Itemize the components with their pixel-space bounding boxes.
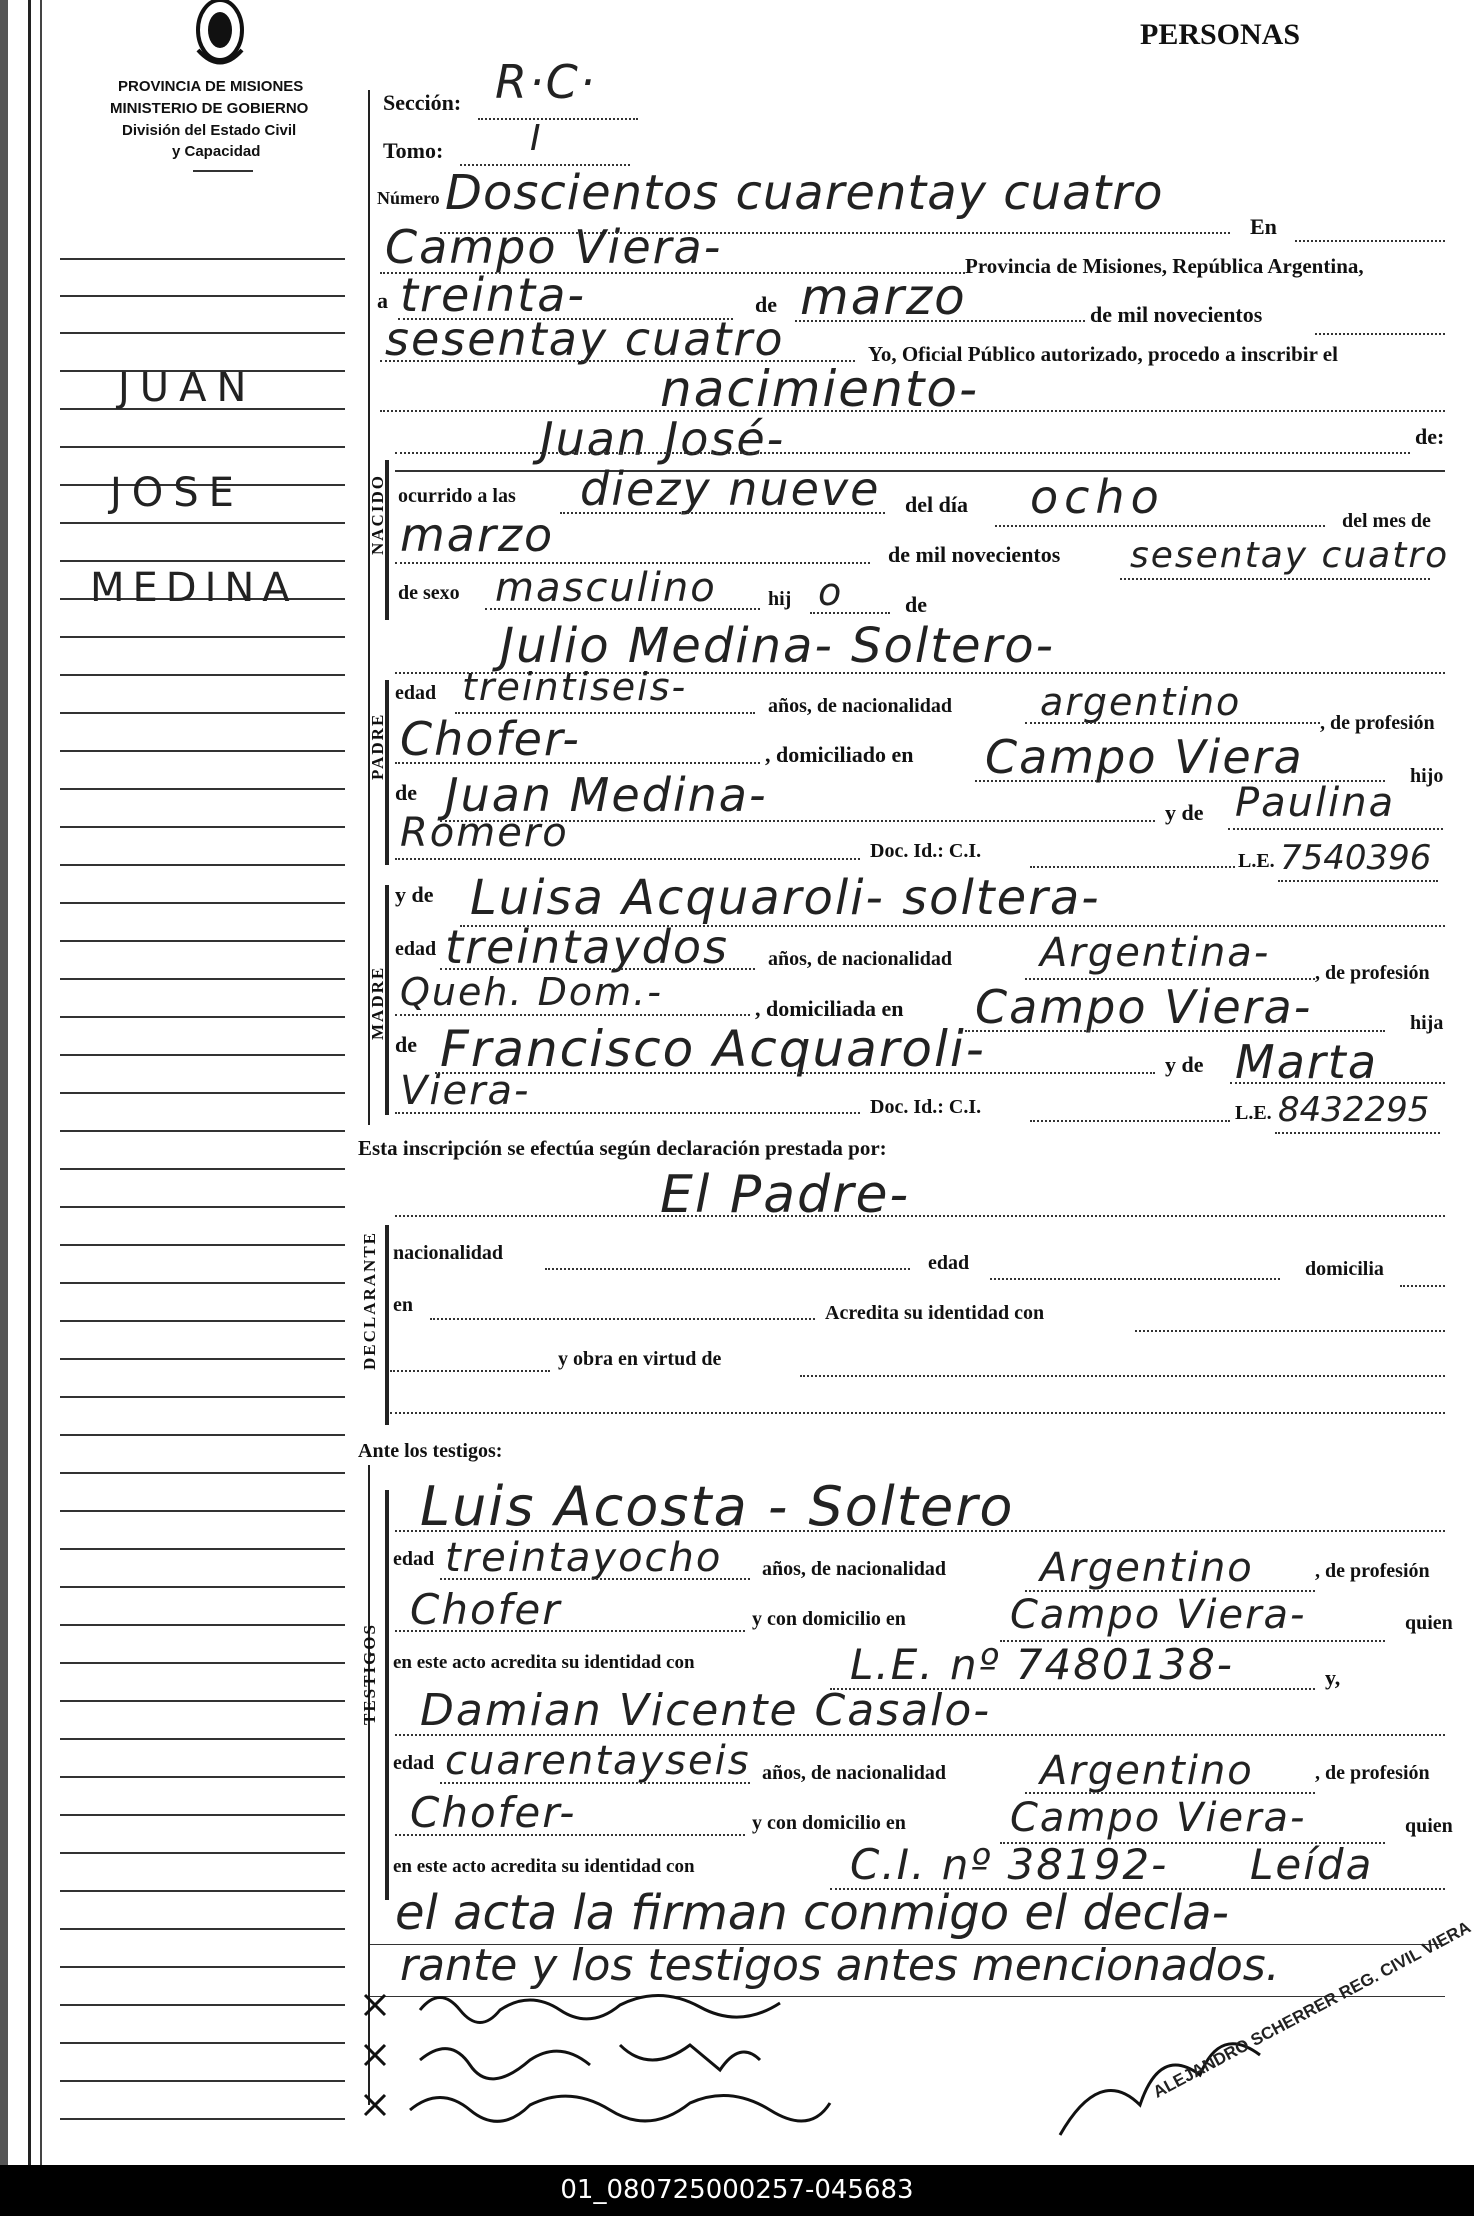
place-value: Campo Viera- <box>385 220 723 274</box>
madre-prof-label: , de profesión <box>1315 962 1430 984</box>
w1-edad-value: treintayocho <box>445 1535 723 1581</box>
nacido-de-label: de <box>905 592 927 617</box>
padre-prof-value: Chofer- <box>400 712 581 766</box>
declarante-by-line <box>395 1215 1445 1217</box>
padre-prof-label: , de profesión <box>1320 712 1435 734</box>
padre-mother-value: Paulina <box>1235 780 1396 826</box>
padre-name-value: Julio Medina- Soltero- <box>500 618 1055 674</box>
w1-edad-line <box>440 1578 750 1580</box>
testigos-section-label: TESTIGOS <box>360 1623 379 1725</box>
madre-mother2-line <box>395 1112 860 1114</box>
padre-mother2-line <box>395 858 860 860</box>
w1-id-value: L.E. nº 7480138- <box>850 1640 1234 1689</box>
leida-value: Leída <box>1250 1840 1374 1889</box>
hij-label: hij <box>768 588 792 610</box>
dia-value: ocho <box>1030 470 1165 524</box>
madre-doc-label: Doc. Id.: C.I. <box>870 1096 982 1118</box>
madre-domic-line <box>965 1030 1385 1032</box>
madre-father-value: Francisco Acquaroli- <box>440 1020 986 1078</box>
madre-anos-label: años, de nacionalidad <box>768 948 952 970</box>
official-stamp: ALEJANDRO SCHERRER REG. CIVIL VIERA <box>1150 1917 1474 2102</box>
nacido-year-text: de mil novecientos <box>888 542 1061 567</box>
w1-domic-value: Campo Viera- <box>1010 1592 1307 1638</box>
w1-nac-value: Argentino <box>1040 1545 1254 1591</box>
margin-name-1: JUAN <box>118 365 257 411</box>
year-text: de mil novecientos <box>1090 302 1263 327</box>
madre-mother2-value: Viera- <box>400 1068 531 1114</box>
w1-name-value: Luis Acosta - Soltero <box>420 1475 1015 1538</box>
declarante-obra-label: y obra en virtud de <box>558 1348 722 1370</box>
nacido-month-line <box>395 562 870 564</box>
w1-prof-label: , de profesión <box>1315 1560 1430 1582</box>
madre-le-label: L.E. <box>1235 1102 1272 1124</box>
sexo-label: de sexo <box>398 582 460 604</box>
w1-prof-line <box>395 1630 745 1632</box>
del-dia-label: del día <box>905 492 968 517</box>
nacido-section-label: NACIDO <box>368 474 387 555</box>
padre-de-label: de <box>395 780 417 805</box>
binding-edge <box>0 0 8 2165</box>
seccion-line <box>478 118 638 120</box>
tomo-label: Tomo: <box>383 138 444 163</box>
seccion-label: Sección: <box>383 90 462 115</box>
tomo-value: I <box>530 118 543 159</box>
w1-prof-value: Chofer <box>410 1585 562 1634</box>
w2-nac-line <box>1025 1792 1315 1794</box>
province-title: PROVINCIA DE MISIONES <box>118 78 304 95</box>
madre-nac-value: Argentina- <box>1040 930 1271 976</box>
padre-mother2-value: Romero <box>400 810 569 856</box>
capacity-title: y Capacidad <box>172 143 261 160</box>
header-underline <box>193 170 253 172</box>
padre-edad-value: treintiseis- <box>462 665 688 709</box>
margin-name-3: MEDINA <box>90 565 298 611</box>
padre-prof-line <box>395 762 760 764</box>
declarante-domic-label: domicilia <box>1305 1258 1384 1280</box>
declarante-edad-line <box>990 1278 1280 1280</box>
declarante-by-value: El Padre- <box>660 1165 911 1225</box>
padre-section-label: PADRE <box>368 712 387 780</box>
madre-edad-label: edad <box>395 938 437 960</box>
madre-y-de2-label: y de <box>1165 1052 1204 1077</box>
document-code: 01_080725000257-045683 <box>0 2165 1474 2216</box>
madre-de-label: de <box>395 1032 417 1057</box>
declarante-intro: Esta inscripción se efectúa según declaración prestada por: <box>358 1136 887 1160</box>
madre-doc-line <box>1030 1120 1230 1122</box>
w2-name-value: Damian Vicente Casalo- <box>420 1685 992 1736</box>
padre-edad-label: edad <box>395 682 437 704</box>
padre-anos-label: años, de nacionalidad <box>768 695 952 717</box>
category-title: PERSONAS <box>1140 18 1301 51</box>
binding-line <box>28 0 31 2165</box>
de-label: de <box>755 292 777 317</box>
month-value: marzo <box>800 268 967 326</box>
nacido-top-line <box>395 470 1445 472</box>
coat-of-arms-icon <box>190 0 250 70</box>
child-line <box>395 452 1410 454</box>
numero-label: Número <box>377 188 440 208</box>
w2-id-value: C.I. nº 38192- <box>850 1840 1169 1889</box>
dia-line <box>995 525 1325 527</box>
w1-y-label: y, <box>1325 1665 1341 1690</box>
padre-le-line <box>1278 880 1438 882</box>
w2-edad-line <box>440 1782 750 1784</box>
testigos-intro: Ante los testigos: <box>358 1440 503 1462</box>
madre-y-de-label: y de <box>395 882 434 907</box>
madre-father-line <box>435 1072 1155 1074</box>
w1-edad-label: edad <box>393 1548 435 1570</box>
day-value: treinta- <box>400 268 587 322</box>
hour-value: diezy nueve <box>580 462 881 516</box>
madre-mother-line <box>1230 1082 1445 1084</box>
padre-doc-line <box>1030 866 1235 868</box>
declarante-en-line <box>430 1318 815 1320</box>
madre-mother-value: Marta <box>1235 1035 1379 1089</box>
w1-quien-label: quien <box>1405 1612 1453 1634</box>
w2-prof-value: Chofer- <box>410 1788 577 1837</box>
w2-domic-value: Campo Viera- <box>1010 1795 1307 1841</box>
padre-hijo-label: hijo <box>1410 765 1444 787</box>
w2-prof-label: , de profesión <box>1315 1762 1430 1784</box>
nacido-year-line <box>1120 578 1430 580</box>
w1-acredita-label: en este acto acredita su identidad con <box>393 1652 695 1673</box>
padre-nac-value: argentino <box>1040 680 1242 724</box>
padre-father-value: Juan Medina- <box>445 768 768 822</box>
de-colon-label: de: <box>1415 424 1445 449</box>
padre-le-value: 7540396 <box>1280 838 1432 878</box>
sexo-value: masculino <box>495 565 717 611</box>
padre-y-de-label: y de <box>1165 800 1204 825</box>
padre-doc-label: Doc. Id.: C.I. <box>870 840 982 862</box>
w2-edad-label: edad <box>393 1752 435 1774</box>
numero-value: Doscientos cuarentay cuatro <box>445 165 1164 221</box>
madre-edad-value: treintaydos <box>445 920 729 974</box>
declarante-acredita-line <box>1135 1330 1445 1332</box>
declarante-last-line <box>390 1412 1445 1414</box>
declarante-nac-label: nacionalidad <box>393 1242 504 1264</box>
declarante-obra-line <box>800 1375 1445 1377</box>
en-label: En <box>1250 214 1277 239</box>
w1-name-line <box>395 1530 1445 1532</box>
ministry-title: MINISTERIO DE GOBIERNO <box>110 100 309 117</box>
margin-name-2: JOSE <box>110 470 244 516</box>
a-label: a <box>377 288 388 313</box>
ocurrido-label: ocurrido a las <box>398 485 516 507</box>
w1-domic-label: y con domicilio en <box>752 1608 906 1630</box>
hij-line <box>810 612 890 614</box>
madre-prof-value: Queh. Dom.- <box>400 970 663 1014</box>
w2-prof-line <box>395 1834 745 1836</box>
del-mes-label: del mes de <box>1342 510 1431 532</box>
hij-value: o <box>818 570 844 614</box>
madre-domic-label: , domiciliada en <box>755 996 904 1021</box>
w2-edad-value: cuarentayseis <box>445 1738 751 1784</box>
w2-nac-value: Argentino <box>1040 1748 1254 1794</box>
madre-name-value: Luisa Acquaroli- soltera- <box>470 870 1101 926</box>
padre-le-label: L.E. <box>1238 850 1275 872</box>
division-title: División del Estado Civil <box>122 122 297 139</box>
madre-le-value: 8432295 <box>1278 1090 1430 1130</box>
en-line <box>1295 240 1445 242</box>
seccion-value: R·C· <box>495 55 597 109</box>
child-value: Juan José- <box>540 412 786 466</box>
year-tail-line <box>1315 333 1445 335</box>
closing-line-2: rante y los testigos antes mencionados. <box>400 1940 1280 1991</box>
declarante-acredita-label: Acredita su identidad con <box>825 1302 1045 1324</box>
w2-name-line <box>395 1734 1445 1736</box>
province-text: Provincia de Misiones, República Argentina, <box>965 254 1364 278</box>
declarante-edad-label: edad <box>928 1252 970 1274</box>
declarante-nac-line <box>545 1268 910 1270</box>
w2-acredita-label: en este acto acredita su identidad con <box>393 1856 695 1877</box>
w2-anos-label: años, de nacionalidad <box>762 1762 946 1784</box>
w1-anos-label: años, de nacionalidad <box>762 1558 946 1580</box>
declarante-section-label: DECLARANTE <box>360 1230 379 1370</box>
nacido-month-value: marzo <box>400 508 555 562</box>
madre-hija-label: hija <box>1410 1012 1444 1034</box>
madre-prof-line <box>395 1014 750 1016</box>
w2-quien-label: quien <box>1405 1815 1453 1837</box>
binding-line <box>40 0 42 2165</box>
sexo-line <box>485 608 760 610</box>
year-value: sesentay cuatro <box>385 312 785 366</box>
nacido-year-value: sesentay cuatro <box>1130 535 1450 576</box>
padre-domic-value: Campo Viera <box>985 730 1304 784</box>
padre-mother-line <box>1228 828 1443 830</box>
madre-le-line <box>1275 1132 1440 1134</box>
declarante-domic-tail <box>1400 1285 1445 1287</box>
padre-nac-line <box>1025 722 1320 724</box>
w2-domic-label: y con domicilio en <box>752 1812 906 1834</box>
madre-domic-value: Campo Viera- <box>975 980 1313 1034</box>
hour-line <box>560 512 885 514</box>
act-value: nacimiento- <box>660 360 979 418</box>
madre-section-label: MADRE <box>368 965 387 1040</box>
closing-line-1: el acta la firman conmigo el decla- <box>395 1885 1229 1941</box>
declarante-en-label: en <box>393 1294 413 1316</box>
declarante-obra-pre-line <box>390 1370 550 1372</box>
padre-domic-label: , domiciliado en <box>765 742 914 767</box>
month-line <box>795 320 1085 322</box>
officer-text: Yo, Oficial Público autorizado, procedo a inscribir el <box>868 342 1338 366</box>
